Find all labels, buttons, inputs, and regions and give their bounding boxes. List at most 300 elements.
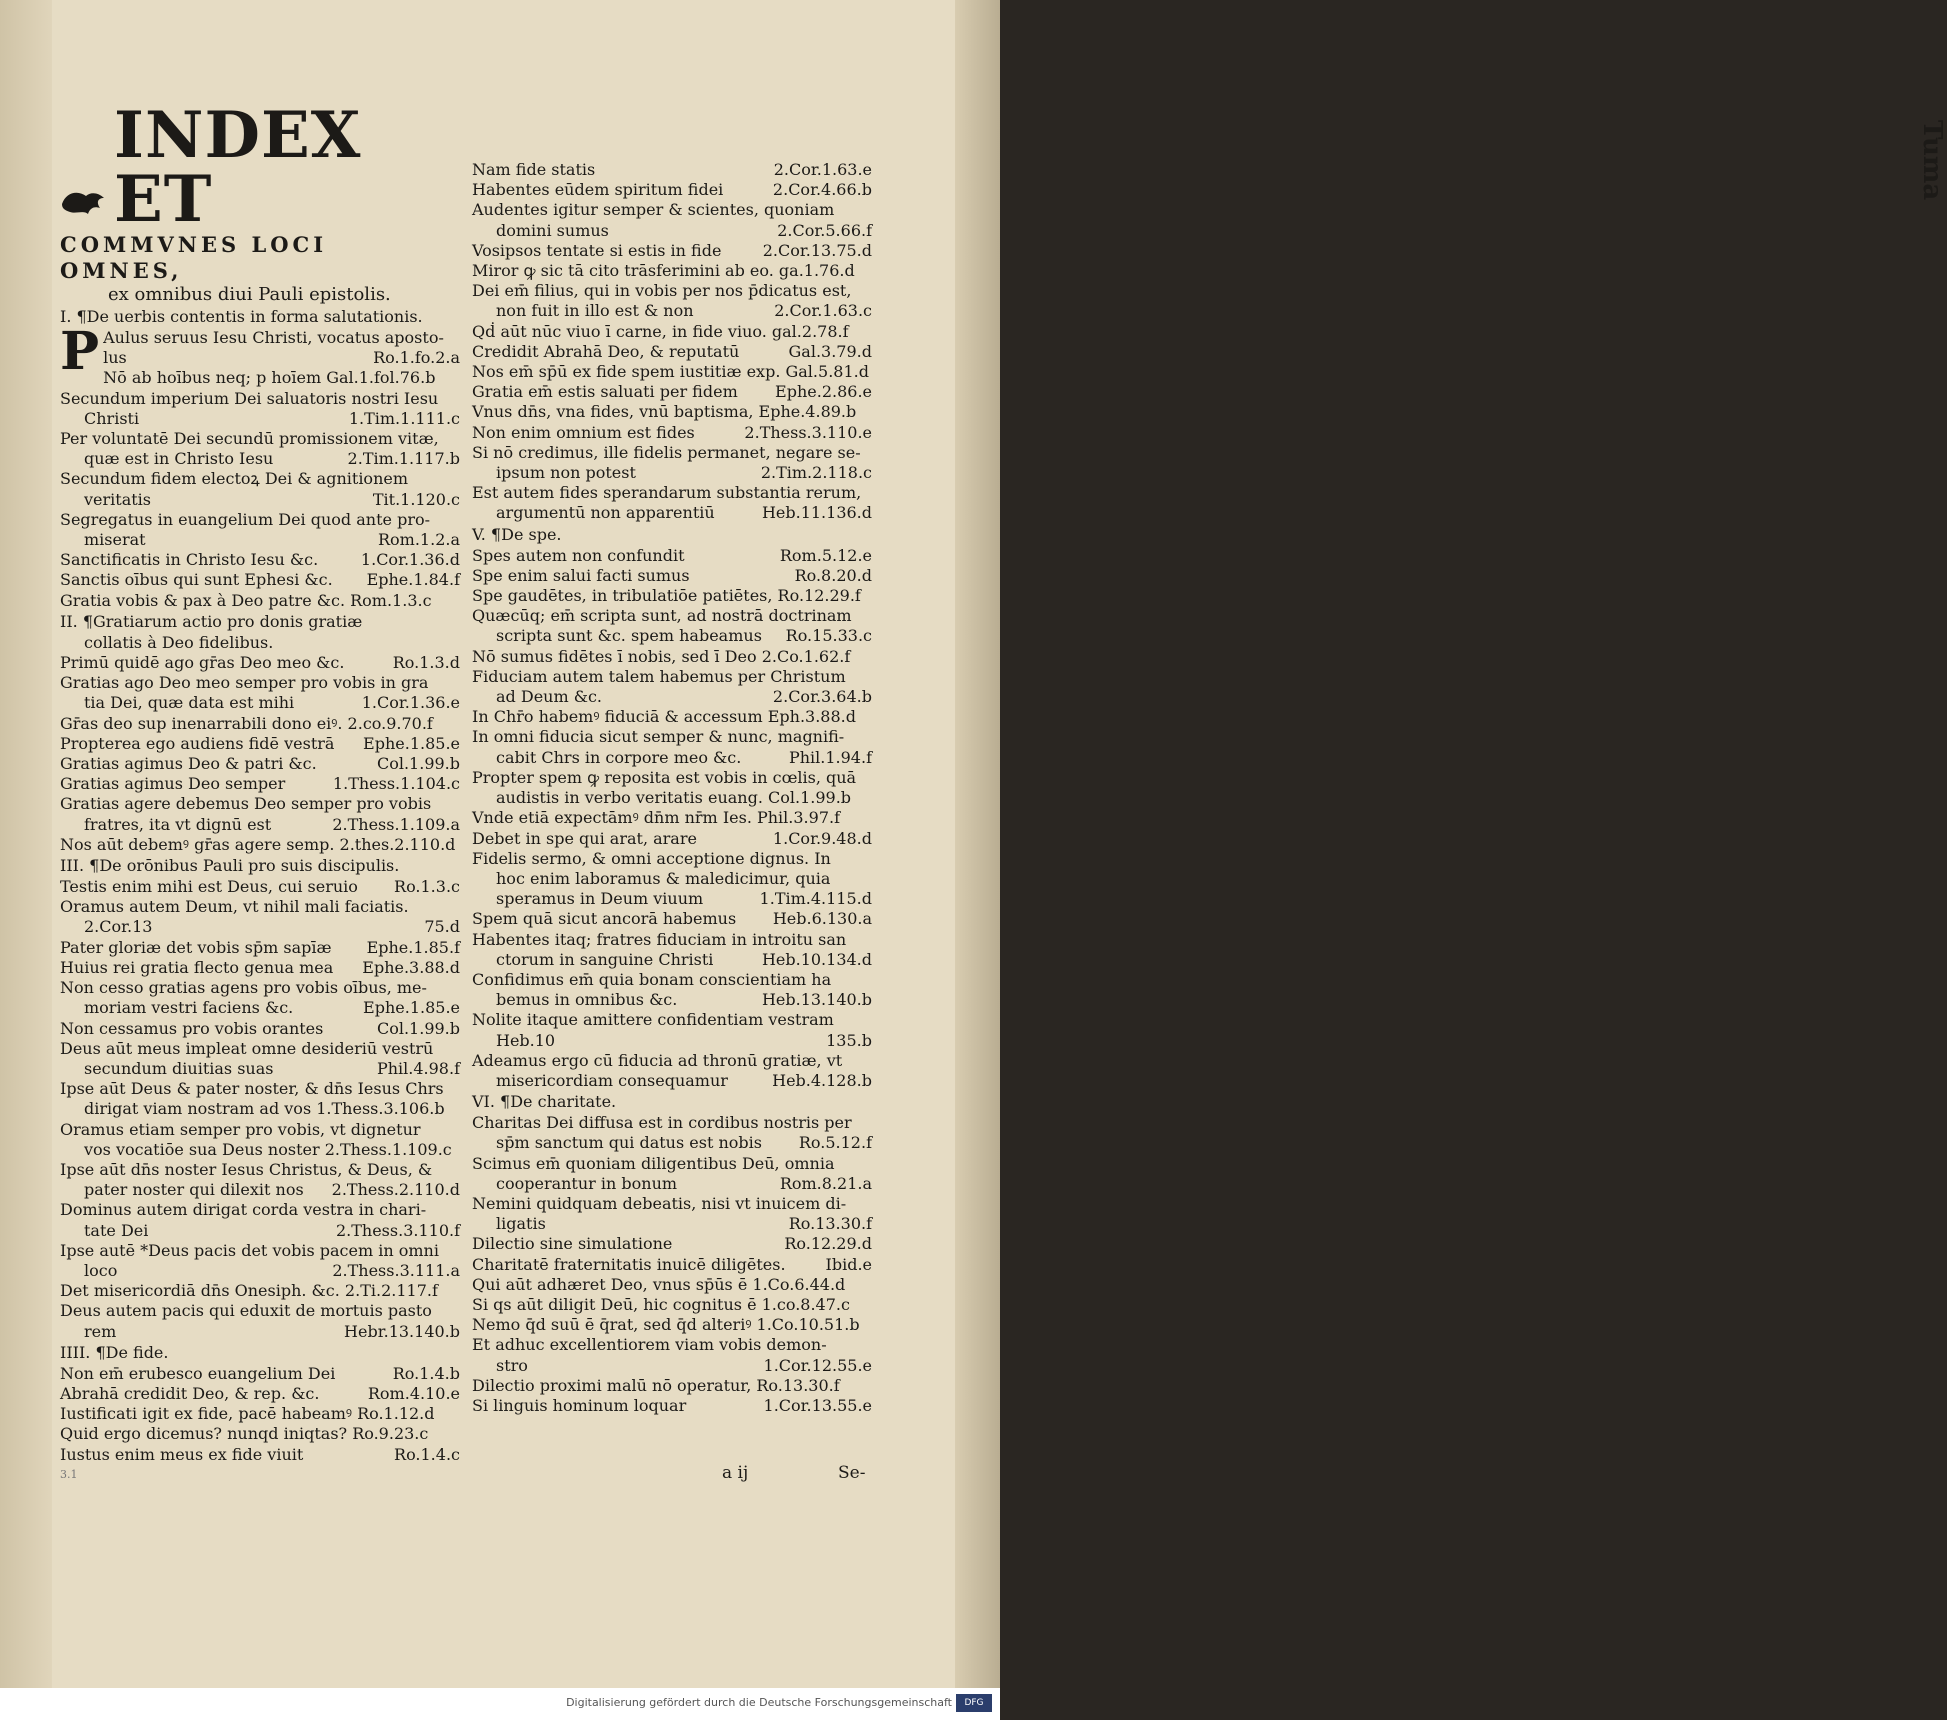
index-entry xyxy=(60,449,460,469)
entry-reference: Rom.4.10.e xyxy=(367,1383,460,1403)
entry-reference: Ibid.e xyxy=(825,1254,872,1274)
left-column xyxy=(60,98,460,1465)
index-entry xyxy=(472,1051,872,1071)
entry-text: Charitatē fraternitatis inuicē diligētes. xyxy=(472,1254,786,1274)
entry-text: Est autem fides sperandarum substantia rerum, xyxy=(472,483,862,503)
entry-text: Deus autem pacis qui eduxit de mortuis pasto xyxy=(60,1301,432,1321)
index-entry xyxy=(472,1071,872,1091)
index-entry xyxy=(60,653,460,673)
index-entry xyxy=(472,707,872,727)
page-title: INDEX ET xyxy=(114,98,362,237)
entry-reference: Hebr.13.140.b xyxy=(344,1321,460,1341)
index-entry xyxy=(472,1376,872,1396)
index-entry xyxy=(472,687,872,707)
entry-reference: Phil.1.94.f xyxy=(788,747,872,767)
index-entry xyxy=(60,897,460,917)
index-entry xyxy=(472,829,872,849)
entry-text: domini sumus xyxy=(496,220,609,240)
index-entry xyxy=(60,1241,460,1261)
index-entry xyxy=(472,1356,872,1376)
page-subtitle-2: ex omnibus diui Pauli epistolis. xyxy=(108,284,391,305)
entry-text: Pater gloriæ det vobis sp̄m sapīæ xyxy=(60,937,332,957)
index-entry xyxy=(60,389,460,409)
entry-reference: 2.Cor.1.63.c xyxy=(774,301,872,321)
entry-reference: Col.1.99.b xyxy=(376,1018,460,1038)
index-entry xyxy=(60,1364,460,1384)
index-entry xyxy=(472,1010,872,1030)
entry-text: Non cesso gratias agens pro vobis oībus, me- xyxy=(60,978,427,998)
entry-text: Confidimus em̄ quia bonam conscientiam ha xyxy=(472,969,832,989)
entry-reference: Rom.5.12.e xyxy=(779,545,872,565)
title-row xyxy=(60,98,460,237)
entry-reference: Ro.15.33.c xyxy=(785,626,872,646)
entry-text: dirigat viam nostram ad vos 1.Thess.3.106.b xyxy=(84,1099,445,1119)
index-entry xyxy=(472,586,872,606)
entry-text: tate Dei xyxy=(84,1220,149,1240)
entry-text: Non em̄ erubesco euangelium Dei xyxy=(60,1363,336,1383)
entry-text: Nos em̄ sp̄ū ex fide spem iustitiæ exp. Gal.5.81.d xyxy=(472,362,869,382)
drop-cap: P xyxy=(60,321,100,382)
entry-reference: 1.Cor.1.36.e xyxy=(361,693,460,713)
index-entry xyxy=(60,1120,460,1140)
left-entries xyxy=(60,306,460,1465)
index-entry xyxy=(60,734,460,754)
index-entry xyxy=(472,1315,872,1335)
index-entry xyxy=(60,693,460,713)
index-entry xyxy=(472,808,872,828)
entry-reference: 1.Tim.4.115.d xyxy=(759,889,872,909)
index-entry xyxy=(60,469,460,489)
entry-text: Heb.10 xyxy=(496,1030,556,1050)
dfg-logo: DFG xyxy=(956,1694,992,1712)
entry-reference: Gal.3.79.d xyxy=(788,341,872,361)
edge-running-head: Tuma xyxy=(1917,120,1947,201)
index-entry xyxy=(60,1140,460,1160)
entry-reference: Ro.13.30.f xyxy=(788,1214,872,1234)
entry-text: Habentes eūdem spiritum fidei xyxy=(472,180,724,200)
entry-text: Vosipsos tentate si estis in fide xyxy=(472,240,722,260)
entry-text: II. ¶Gratiarum actio pro donis gratiæ xyxy=(60,611,363,631)
entry-text: Dominus autem dirigat corda vestra in chari- xyxy=(60,1200,427,1220)
index-entry xyxy=(472,727,872,747)
entry-text: secundum diuitias suas xyxy=(84,1058,274,1078)
index-entry xyxy=(60,877,460,897)
index-entry xyxy=(472,566,872,586)
entry-text: I. ¶De uerbis contentis in forma salutationis. xyxy=(60,307,423,326)
entry-reference: Heb.4.128.b xyxy=(772,1070,872,1090)
entry-reference: 2.Thess.3.110.f xyxy=(335,1220,460,1240)
entry-text: In omni fiducia sicut semper & nunc, magnifi- xyxy=(472,727,845,747)
index-entry xyxy=(472,748,872,768)
entry-text: Scimus em̄ quoniam diligentibus Deū, omnia xyxy=(472,1153,835,1173)
index-entry xyxy=(60,348,460,368)
entry-text: ctorum in sanguine Christi xyxy=(496,949,714,969)
index-entry xyxy=(472,261,872,281)
entry-text: Habentes itaq; fratres fiduciam in introitu san xyxy=(472,929,847,949)
entry-text: Audentes igitur semper & scientes, quoniam xyxy=(472,200,835,220)
entry-text: Ipse aūt Deus & pater noster, & dn̄s Iesus Chrs xyxy=(60,1079,444,1099)
index-entry xyxy=(472,443,872,463)
index-entry xyxy=(60,591,460,611)
index-entry xyxy=(60,835,460,855)
margin-mark: 3.1 xyxy=(60,1468,78,1481)
index-entry xyxy=(472,322,872,342)
index-entry xyxy=(60,409,460,429)
index-entry xyxy=(472,1113,872,1133)
index-entry xyxy=(472,950,872,970)
index-entry xyxy=(60,958,460,978)
index-entry xyxy=(472,930,872,950)
index-entry xyxy=(60,1445,460,1465)
entry-reference: 1.Cor.1.36.d xyxy=(360,550,460,570)
right-entries xyxy=(472,160,872,1416)
entry-text: IIII. ¶De fide. xyxy=(60,1342,169,1362)
entry-text: Spem quā sicut ancorā habemus xyxy=(472,909,737,929)
entry-text: Segregatus in euangelium Dei quod ante pro- xyxy=(60,509,430,529)
index-entry xyxy=(60,633,460,653)
entry-text: Dei em̄ filius, qui in vobis per nos p̄dicatus est, xyxy=(472,281,852,301)
entry-reference: Tit.1.120.c xyxy=(372,489,460,509)
entry-reference: Ro.1.3.d xyxy=(392,653,460,673)
entry-reference: Ephe.1.85.e xyxy=(363,733,460,753)
entry-text: Oramus etiam semper pro vobis, vt dignetur xyxy=(60,1119,421,1139)
entry-reference: 1.Cor.13.55.e xyxy=(763,1395,872,1415)
section-heading xyxy=(60,855,460,877)
index-entry xyxy=(472,1133,872,1153)
entry-text: moriam vestri faciens &c. xyxy=(84,998,294,1018)
entry-reference: 1.Cor.9.48.d xyxy=(772,828,872,848)
entry-text: Vnus dn̄s, vna fides, vnū baptisma, Ephe.4.89.b xyxy=(472,402,857,422)
entry-text: miserat xyxy=(84,530,146,550)
index-entry xyxy=(472,909,872,929)
entry-text: Si qs aūt diligit Deū, hic cognitus ē 1.co.8.47.c xyxy=(472,1294,850,1314)
index-entry xyxy=(472,402,872,422)
index-entry xyxy=(60,1079,460,1099)
index-entry xyxy=(60,530,460,550)
entry-reference: 2.Tim.1.117.b xyxy=(347,449,460,469)
index-entry xyxy=(60,490,460,510)
entry-reference: Ro.1.4.c xyxy=(394,1444,460,1464)
index-entry xyxy=(472,423,872,443)
index-entry xyxy=(60,1039,460,1059)
index-entry xyxy=(60,1281,460,1301)
entry-text: Non cessamus pro vobis orantes xyxy=(60,1018,324,1038)
index-entry xyxy=(60,570,460,590)
entry-text: Quæcūq; em̄ scripta sunt, ad nostrā doctrinam xyxy=(472,606,852,626)
entry-text: Gratia vobis & pax à Deo patre &c. Rom.1.3.c xyxy=(60,590,432,610)
index-entry xyxy=(472,626,872,646)
entry-text: Ipse aūt dn̄s noster Iesus Christus, & Deus, & xyxy=(60,1159,433,1179)
entry-text: Spes autem non confundit xyxy=(472,545,685,565)
entry-text: speramus in Deum viuum xyxy=(496,889,704,909)
entry-text: Adeamus ergo cū fiducia ad thronū gratiæ, vt xyxy=(472,1050,843,1070)
entry-text: Nolite itaque amittere confidentiam vestram xyxy=(472,1010,834,1030)
index-entry xyxy=(472,200,872,220)
entry-text: collatis à Deo fidelibus. xyxy=(84,632,274,652)
index-entry xyxy=(472,970,872,990)
entry-text: non fuit in illo est & non xyxy=(496,301,694,321)
entry-reference: Ro.8.20.d xyxy=(794,565,872,585)
entry-text: scripta sunt &c. spem habeamus xyxy=(496,626,762,646)
index-entry xyxy=(472,990,872,1010)
entry-text: quæ est in Christo Iesu xyxy=(84,449,274,469)
index-entry xyxy=(60,1019,460,1039)
index-entry xyxy=(472,1234,872,1254)
entry-reference: Ro.1.fo.2.a xyxy=(373,348,460,368)
entry-text: Dilectio proximi malū nō operatur, Ro.13.30.f xyxy=(472,1375,840,1395)
entry-text: Testis enim mihi est Deus, cui seruio xyxy=(60,877,358,897)
entry-text: audistis in verbo veritatis euang. Col.1.99.b xyxy=(496,788,852,808)
entry-reference: Ro.5.12.f xyxy=(798,1133,872,1153)
entry-text: 2.Cor.13 xyxy=(84,917,153,937)
entry-text: Spe enim salui facti sumus xyxy=(472,565,690,585)
entry-text: stro xyxy=(496,1355,528,1375)
index-entry xyxy=(60,754,460,774)
entry-reference: 1.Cor.12.55.e xyxy=(763,1355,872,1375)
section-heading xyxy=(60,611,460,633)
index-entry xyxy=(472,1194,872,1214)
entry-text: Fidelis sermo, & omni acceptione dignus. In xyxy=(472,848,831,868)
catchword: Se- xyxy=(838,1463,866,1483)
index-entry xyxy=(472,281,872,301)
entry-text: Gratias ago Deo meo semper pro vobis in gra xyxy=(60,673,429,693)
entry-text: Nam fide statis xyxy=(472,160,596,179)
entry-text: hoc enim laboramus & maledicimur, quia xyxy=(496,868,831,888)
entry-reference: 2.Thess.1.109.a xyxy=(332,814,460,834)
entry-text: Miror ꝙ sic tā cito trāsferimini ab eo. ga.1.76.d xyxy=(472,261,855,281)
index-entry xyxy=(472,1031,872,1051)
index-entry xyxy=(472,362,872,382)
index-entry xyxy=(472,160,872,180)
index-entry xyxy=(472,1214,872,1234)
entry-reference: 2.Cor.13.75.d xyxy=(762,240,872,260)
index-entry xyxy=(472,1154,872,1174)
entry-text: Det misericordiā dn̄s Onesiph. &c. 2.Ti.2.117.f xyxy=(60,1281,438,1301)
index-entry xyxy=(60,978,460,998)
entry-text: cooperantur in bonum xyxy=(496,1173,678,1193)
page-gutter xyxy=(0,0,52,1688)
entry-text: bemus in omnibus &c. xyxy=(496,990,678,1010)
entry-reference: Heb.11.136.d xyxy=(761,503,872,523)
entry-text: Nō sumus fidētes ī nobis, sed ī Deo 2.Co.1.62.f xyxy=(472,646,851,666)
entry-text: In Chr̄o habemꝰ fiduciā & accessum Eph.3.88.d xyxy=(472,707,856,727)
entry-text: Gratias agere debemus Deo semper pro vobis xyxy=(60,794,432,814)
entry-text: Nō ab hoībus neq; p hoīem Gal.1.fol.76.b xyxy=(103,368,436,388)
entry-text: Primū quidē ago gr̄as Deo meo &c. xyxy=(60,653,345,673)
entry-text: Sanctificatis in Christo Iesu &c. xyxy=(60,550,319,570)
entry-text: tia Dei, quæ data est mihi xyxy=(84,693,295,713)
index-entry xyxy=(472,180,872,200)
index-entry xyxy=(472,1275,872,1295)
entry-text: lus xyxy=(103,348,127,368)
footer-bar xyxy=(0,1688,1000,1720)
index-entry xyxy=(60,1160,460,1180)
index-entry xyxy=(60,917,460,937)
entry-text: Gratias agimus Deo & patri &c. xyxy=(60,754,317,774)
index-entry xyxy=(60,1261,460,1281)
entry-reference: Heb.10.134.d xyxy=(761,949,872,969)
entry-text: Iustus enim meus ex fide viuit xyxy=(60,1444,304,1464)
entry-reference: Ro.1.3.c xyxy=(394,877,460,897)
index-entry xyxy=(472,869,872,889)
entry-text: ligatis xyxy=(496,1214,546,1234)
entry-reference: 135.b xyxy=(826,1030,872,1050)
entry-text: Dilectio sine simulatione xyxy=(472,1234,673,1254)
entry-text: Oramus autem Deum, vt nihil mali faciatis. xyxy=(60,897,409,917)
entry-text: Propterea ego audiens fidē vestrā xyxy=(60,733,335,753)
entry-text: cabit Chrs in corpore meo &c. xyxy=(496,747,742,767)
entry-text: VI. ¶De charitate. xyxy=(472,1092,617,1112)
index-entry xyxy=(60,1180,460,1200)
entry-text: loco xyxy=(84,1260,118,1280)
entry-text: Credidit Abrahā Deo, & reputatū xyxy=(472,341,740,361)
entry-text: Secundum imperium Dei saluatoris nostri Iesu xyxy=(60,388,439,408)
entry-text: Nos aūt debemꝰ gr̄as agere semp. 2.thes.2.110.d xyxy=(60,834,456,854)
entry-reference: 2.Cor.3.64.b xyxy=(772,687,872,707)
entry-text: Non enim omnium est fides xyxy=(472,422,695,442)
entry-reference: Ephe.1.84.f xyxy=(366,570,460,590)
index-entry xyxy=(60,550,460,570)
index-entry xyxy=(472,301,872,321)
entry-reference: 75.d xyxy=(424,917,460,937)
entry-text: Fiduciam autem talem habemus per Christum xyxy=(472,666,846,686)
entry-text: argumentū non apparentiū xyxy=(496,503,715,523)
index-entry xyxy=(472,546,872,566)
entry-reference: 2.Thess.3.111.a xyxy=(332,1260,460,1280)
entry-text: Per voluntatē Dei secundū promissionem vitæ, xyxy=(60,429,439,449)
entry-text: Vnde etiā expectāmꝰ dn̄m nr̄m Ies. Phil.3.97.f xyxy=(472,808,841,828)
entry-text: III. ¶De orōnibus Pauli pro suis discipulis. xyxy=(60,856,400,876)
entry-reference: Heb.6.130.a xyxy=(772,909,872,929)
index-entry xyxy=(60,1424,460,1444)
index-entry xyxy=(472,1396,872,1416)
entry-text: Sanctis oībus qui sunt Ephesi &c. xyxy=(60,570,333,590)
entry-text: Nemo q̄d suū ē q̄rat, sed q̄d alteriꝰ 1.Co.10.51.b xyxy=(472,1315,860,1335)
index-entry xyxy=(60,815,460,835)
index-entry xyxy=(60,1301,460,1321)
entry-text: veritatis xyxy=(84,489,151,509)
entry-reference: 2.Thess.3.110.e xyxy=(744,422,872,442)
section-heading xyxy=(60,306,460,328)
index-entry xyxy=(472,1295,872,1315)
index-entry xyxy=(60,429,460,449)
entry-text: Deus aūt meus impleat omne desideriū vestrū xyxy=(60,1038,434,1058)
entry-text: Nemini quidquam debeatis, nisi vt inuicem di- xyxy=(472,1193,847,1213)
entry-text: rem xyxy=(84,1321,117,1341)
entry-text: Propter spem ꝙ reposita est vobis in cœlis, quā xyxy=(472,767,857,787)
page-edge xyxy=(955,0,1947,1688)
entry-text: fratres, ita vt dignū est xyxy=(84,814,272,834)
index-entry xyxy=(60,1384,460,1404)
entry-reference: Rom.1.2.a xyxy=(377,530,460,550)
entry-text: Abrahā credidit Deo, & rep. &c. xyxy=(60,1383,320,1403)
index-entry xyxy=(60,1099,460,1119)
entry-text: sp̄m sanctum qui datus est nobis xyxy=(496,1133,762,1153)
entry-reference: 2.Cor.4.66.b xyxy=(772,180,872,200)
entry-reference: Ephe.2.86.e xyxy=(775,382,872,402)
index-entry xyxy=(472,1174,872,1194)
index-entry xyxy=(472,849,872,869)
footer-text: Digitalisierung gefördert durch die Deutsche Forschungsgemeinschaft xyxy=(566,1696,952,1709)
entry-reference: 2.Tim.2.118.c xyxy=(760,463,872,483)
index-entry xyxy=(60,1200,460,1220)
entry-text: Charitas Dei diffusa est in cordibus nostris per xyxy=(472,1113,852,1133)
index-entry xyxy=(60,1059,460,1079)
entry-text: pater noster qui dilexit nos xyxy=(84,1180,304,1200)
entry-reference: 2.Thess.2.110.d xyxy=(331,1180,460,1200)
index-entry xyxy=(60,368,460,388)
index-entry xyxy=(472,647,872,667)
entry-text: vos vocatiōe sua Deus noster 2.Thess.1.109.c xyxy=(84,1139,452,1159)
index-entry xyxy=(60,1404,460,1424)
index-entry xyxy=(472,483,872,503)
entry-reference: Heb.13.140.b xyxy=(761,990,872,1010)
entry-text: misericordiam consequamur xyxy=(496,1070,728,1090)
signature-mark: a ij xyxy=(722,1463,749,1483)
index-entry xyxy=(60,1221,460,1241)
entry-reference: Col.1.99.b xyxy=(376,754,460,774)
index-entry xyxy=(472,463,872,483)
entry-text: Ipse autē *Deus pacis det vobis pacem in omni xyxy=(60,1240,439,1260)
index-entry xyxy=(472,606,872,626)
entry-text: Gratias agimus Deo semper xyxy=(60,774,286,794)
index-entry xyxy=(60,714,460,734)
index-entry xyxy=(472,342,872,362)
index-entry xyxy=(60,998,460,1018)
entry-reference: 2.Cor.5.66.f xyxy=(777,220,872,240)
entry-reference: Ro.12.29.d xyxy=(784,1234,872,1254)
entry-text: Quid ergo dicemus? nunqd iniqtas? Ro.9.23.c xyxy=(60,1424,429,1444)
index-entry xyxy=(472,503,872,523)
index-entry xyxy=(472,221,872,241)
section-heading xyxy=(60,1342,460,1364)
index-entry xyxy=(60,938,460,958)
entry-text: Si nō credimus, ille fidelis permanet, negare se- xyxy=(472,442,861,462)
entry-reference: 2.Cor.1.63.e xyxy=(773,160,872,179)
entry-text: Huius rei gratia flecto genua mea xyxy=(60,957,334,977)
entry-text: Qui aūt adhæret Deo, vnus sp̄ūs ē 1.Co.6.44.d xyxy=(472,1274,846,1294)
index-entry xyxy=(472,667,872,687)
index-entry xyxy=(472,788,872,808)
entry-text: Secundum fidem electoꝝ Dei & agnitionem xyxy=(60,469,409,489)
index-entry xyxy=(472,1255,872,1275)
index-entry xyxy=(60,794,460,814)
entry-text: Iustificati igit ex fide, pacē habeamꝰ Ro.1.12.d xyxy=(60,1404,435,1424)
entry-reference: Phil.4.98.f xyxy=(376,1058,460,1078)
page-subtitle: COMMVNES LOCI OMNES, xyxy=(60,232,328,283)
entry-reference: Ro.1.4.b xyxy=(392,1363,460,1383)
entry-text: Spe gaudētes, in tribulatiōe patiētes, Ro.12.29.f xyxy=(472,586,861,606)
entry-reference: 1.Tim.1.111.c xyxy=(348,408,460,428)
entry-text: Qḋ aūt nūc viuo ī carne, in fide viuo. gal.2.78.f xyxy=(472,321,849,341)
fleuron-icon xyxy=(60,186,106,220)
section-heading xyxy=(472,1091,872,1113)
index-entry xyxy=(472,382,872,402)
entry-reference: Ephe.3.88.d xyxy=(362,957,460,977)
entry-text: ad Deum &c. xyxy=(496,687,603,707)
entry-reference: 1.Thess.1.104.c xyxy=(332,774,460,794)
section-heading xyxy=(472,524,872,546)
entry-text: Si linguis hominum loquar xyxy=(472,1395,687,1415)
entry-text: Gr̄as deo sup inenarrabili dono eiꝰ. 2.co.9.70.f xyxy=(60,713,433,733)
index-entry xyxy=(60,673,460,693)
index-entry xyxy=(60,510,460,530)
index-entry xyxy=(60,1322,460,1342)
entry-text: ipsum non potest xyxy=(496,463,636,483)
entry-reference: Ephe.1.85.e xyxy=(363,998,460,1018)
entry-reference: Ephe.1.85.f xyxy=(366,937,460,957)
index-entry xyxy=(472,889,872,909)
